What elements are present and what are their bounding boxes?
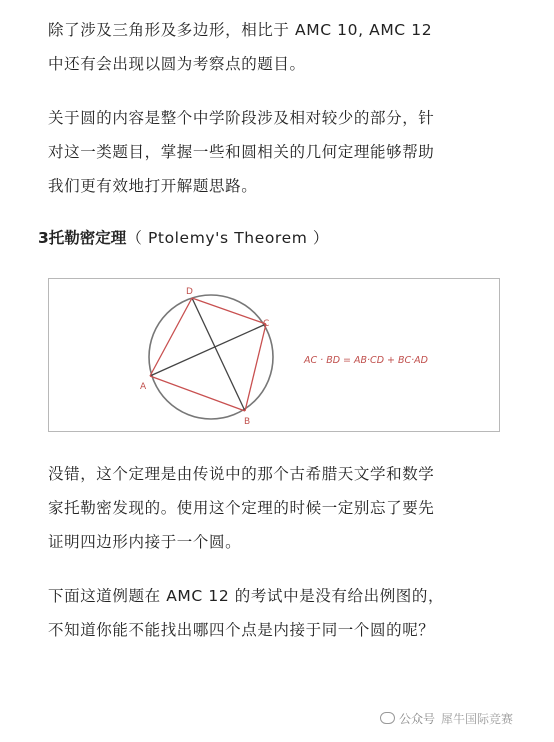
ptolemy-diagram <box>49 279 499 431</box>
wechat-icon <box>380 712 395 724</box>
edge-dc <box>192 298 266 324</box>
paragraph-2-line-3: 我们更有效地打开解题思路。 <box>48 177 258 195</box>
paragraph-4-line-2: 不知道你能不能找出哪四个点是内接于同一个圆的呢？ <box>48 621 435 639</box>
section-subtitle: （ Ptolemy's Theorem ） <box>126 229 330 247</box>
section-heading <box>38 226 329 248</box>
label-a: A <box>140 382 147 392</box>
ptolemy-figure <box>48 278 500 432</box>
paragraph-3-line-1: 没错，这个定理是由传说中的那个古希腊天文学和数学 <box>48 465 435 483</box>
section-title: 托勒密定理 <box>48 229 127 247</box>
section-number: 3 <box>38 229 49 247</box>
label-d: D <box>186 287 193 297</box>
source-label: 公众号 <box>399 712 436 726</box>
paragraph-2-line-2: 对这一类题目，掌握一些和圆相关的几何定理能够帮助 <box>48 143 435 161</box>
label-b: B <box>244 417 251 427</box>
brand-name: 犀牛国际竞赛 <box>441 712 514 726</box>
watermark <box>380 710 513 727</box>
paragraph-1-line-2: 中还有会出现以圆为考察点的题目。 <box>48 55 306 73</box>
paragraph-1-line-1: 除了涉及三角形及多边形，相比于 AMC 10, AMC 12 <box>48 21 433 39</box>
label-c: C <box>263 319 270 329</box>
paragraph-3-line-3: 证明四边形内接于一个圆。 <box>48 533 242 551</box>
circumcircle <box>149 295 273 419</box>
ptolemy-formula: AC · BD = AB·CD + BC·AD <box>304 355 428 366</box>
paragraph-4-line-1: 下面这道例题在 AMC 12 的考试中是没有给出例图的， <box>48 587 445 605</box>
edge-cb <box>245 324 266 411</box>
paragraph-3-line-2: 家托勒密发现的。使用这个定理的时候一定别忘了要先 <box>48 499 435 517</box>
paragraph-2-line-1: 关于圆的内容是整个中学阶段涉及相对较少的部分，针 <box>48 109 435 127</box>
